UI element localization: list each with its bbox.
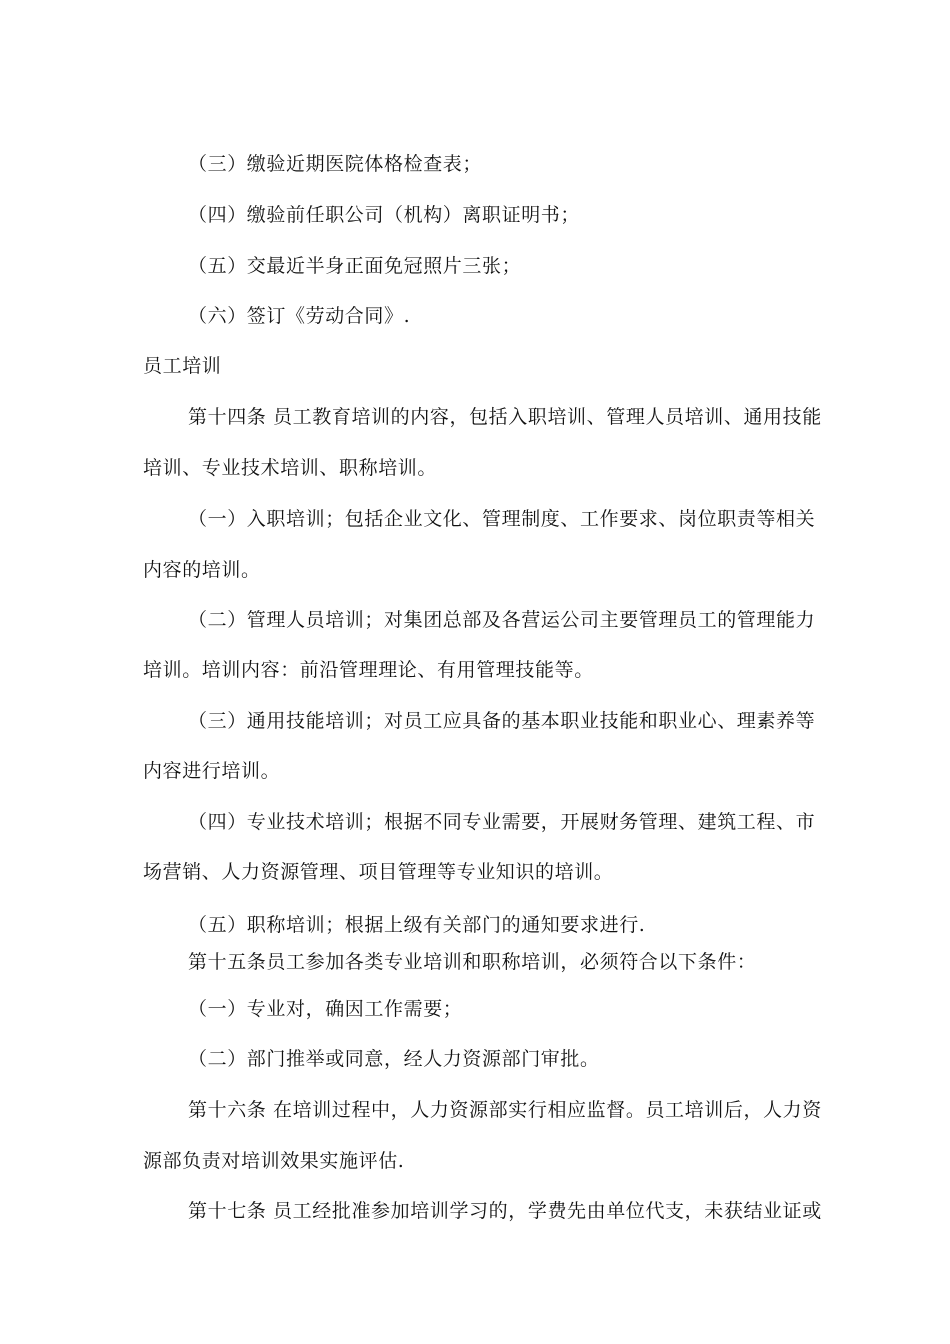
article-14-line-2: 培训、专业技术培训、职称培训。 xyxy=(143,457,438,479)
item-5-photos: （五）交最近半身正面免冠照片三张； xyxy=(188,255,522,277)
condition-2: （二）部门推举或同意，经人力资源部门审批。 xyxy=(188,1048,600,1070)
article-16-line-2: 源部负责对培训效果实施评估. xyxy=(143,1150,405,1172)
item-4-resignation-cert: （四）缴验前任职公司（机构）离职证明书； xyxy=(188,204,581,226)
training-2-line-1: （二）管理人员培训；对集团总部及各营运公司主要管理员工的管理能力 xyxy=(188,609,816,631)
article-17-line-1: 第十七条 员工经批准参加培训学习的，学费先由单位代支，未获结业证或 xyxy=(188,1200,822,1222)
item-3-medical-exam: （三）缴验近期医院体格检查表； xyxy=(188,153,483,175)
section-heading: 员工培训 xyxy=(143,355,222,377)
training-5: （五）职称培训；根据上级有关部门的通知要求进行. xyxy=(188,914,646,936)
condition-1: （一）专业对，确因工作需要； xyxy=(188,998,463,1020)
training-3-line-2: 内容进行培训。 xyxy=(143,760,281,782)
article-16-line-1: 第十六条 在培训过程中，人力资源部实行相应监督。员工培训后，人力资 xyxy=(188,1099,822,1121)
training-3-line-1: （三）通用技能培训；对员工应具备的基本职业技能和职业心、理素养等 xyxy=(188,710,816,732)
item-6-labor-contract: （六）签订《劳动合同》. xyxy=(188,305,411,327)
training-4-line-1: （四）专业技术培训；根据不同专业需要，开展财务管理、建筑工程、市 xyxy=(188,811,816,833)
article-15: 第十五条员工参加各类专业培训和职称培训，必须符合以下条件： xyxy=(188,951,757,973)
training-4-line-2: 场营销、人力资源管理、项目管理等专业知识的培训。 xyxy=(143,861,614,883)
article-14-line-1: 第十四条 员工教育培训的内容，包括入职培训、管理人员培训、通用技能 xyxy=(188,406,822,428)
training-2-line-2: 培训。培训内容：前沿管理理论、有用管理技能等。 xyxy=(143,659,594,681)
training-1-line-1: （一）入职培训；包括企业文化、管理制度、工作要求、岗位职责等相关 xyxy=(188,508,816,530)
training-1-line-2: 内容的培训。 xyxy=(143,559,261,581)
